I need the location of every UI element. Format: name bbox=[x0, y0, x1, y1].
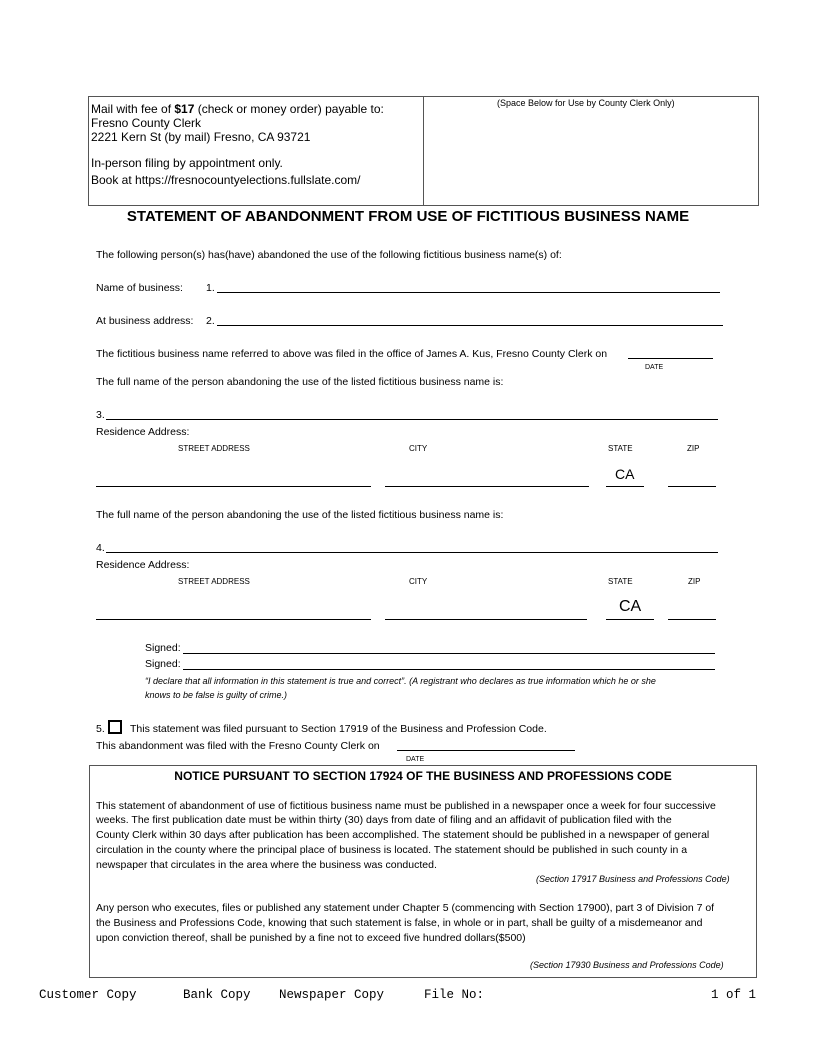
footer-newspaper-copy: Newspaper Copy bbox=[279, 988, 385, 1002]
notice-citation2: (Section 17930 Business and Professions Code) bbox=[530, 960, 724, 970]
person4-city-field[interactable] bbox=[385, 619, 587, 620]
person4-state-field[interactable] bbox=[606, 619, 654, 620]
notice-para2-line: Any person who executes, files or published any statement under Chapter 5 (commencing with Section 17900), part 3 of Division 7 of bbox=[96, 902, 715, 914]
section5-date-label: DATE bbox=[406, 756, 425, 763]
declaration-line1: “I declare that all information in this statement is true and correct”. (A registrant who declares as true information which he or she bbox=[145, 676, 656, 686]
business-name-label: Name of business: bbox=[96, 282, 183, 294]
business-name-field[interactable] bbox=[217, 292, 720, 293]
footer-bank-copy: Bank Copy bbox=[183, 988, 251, 1002]
signed2-label: Signed: bbox=[145, 658, 181, 670]
footer-file-no: File No: bbox=[424, 988, 485, 1002]
person4-zip-label: ZIP bbox=[688, 577, 701, 586]
person3-zip-label: ZIP bbox=[687, 444, 700, 453]
person4-zip-field[interactable] bbox=[668, 619, 716, 620]
person3-residence-label: Residence Address: bbox=[96, 426, 190, 438]
person4-state-label: STATE bbox=[608, 577, 633, 586]
filed-date-label: DATE bbox=[645, 364, 664, 371]
notice-para1-line: circulation in the county where the principal place of business is located. The statement should be published in such county in a bbox=[96, 844, 688, 856]
footer-customer-copy: Customer Copy bbox=[39, 988, 137, 1002]
section5-checkbox[interactable] bbox=[108, 720, 122, 734]
notice-para2-line: upon conviction thereof, shall be punished by a fine not to exceed five hundred dollars($500) bbox=[96, 932, 526, 944]
mail-suffix: (check or money order) payable to: bbox=[194, 102, 384, 116]
section5-number: 5. bbox=[96, 723, 105, 735]
clerk-address: 2221 Kern St (by mail) Fresno, CA 93721 bbox=[91, 130, 311, 144]
business-address-label: At business address: bbox=[96, 315, 194, 327]
person4-number: 4. bbox=[96, 542, 105, 554]
notice-para2-line: the Business and Professions Code, knowing that such statement is false, in whole or in part, shall be guilty of a misdemeanor and bbox=[96, 917, 703, 929]
person4-residence-label: Residence Address: bbox=[96, 559, 190, 571]
intro-text: The following person(s) has(have) abandoned the use of the following fictitious business name(s) of: bbox=[96, 249, 562, 261]
clerk-name: Fresno County Clerk bbox=[91, 116, 202, 130]
header-divider bbox=[423, 96, 424, 206]
person3-city-label: CITY bbox=[409, 444, 428, 453]
signature1-field[interactable] bbox=[183, 653, 715, 654]
person3-state-label: STATE bbox=[608, 444, 633, 453]
person4-name-field[interactable] bbox=[106, 552, 718, 553]
notice-citation1: (Section 17917 Business and Professions Code) bbox=[536, 874, 730, 884]
mail-prefix: Mail with fee of bbox=[91, 102, 175, 116]
person4-city-label: CITY bbox=[409, 577, 428, 586]
person3-number: 3. bbox=[96, 409, 105, 421]
person3-name-field[interactable] bbox=[106, 419, 718, 420]
person3-street-field[interactable] bbox=[96, 486, 371, 487]
clerk-use-label: (Space Below for Use by County Clerk Only) bbox=[497, 98, 675, 108]
notice-para1-line: County Clerk within 30 days after publication has been accomplished. The statement should be published in a newspaper of general bbox=[96, 829, 710, 841]
person4-street-label: STREET ADDRESS bbox=[178, 577, 250, 586]
signed1-label: Signed: bbox=[145, 642, 181, 654]
filed-text: The fictitious business name referred to above was filed in the office of James A. Kus, Fresno County Clerk on bbox=[96, 348, 608, 360]
footer-page-number: 1 of 1 bbox=[711, 988, 757, 1002]
person3-street-label: STREET ADDRESS bbox=[178, 444, 250, 453]
page-title: STATEMENT OF ABANDONMENT FROM USE OF FICTITIOUS BUSINESS NAME bbox=[126, 208, 690, 225]
person3-fullname-text: The full name of the person abandoning the use of the listed fictitious business name is: bbox=[96, 376, 504, 388]
notice-para1-line: This statement of abandonment of use of fictitious business name must be published in a newspaper once a week for four successive bbox=[96, 800, 716, 812]
section5-text: This statement was filed pursuant to Section 17919 of the Business and Profession Code. bbox=[130, 723, 547, 735]
person3-state-field[interactable] bbox=[606, 486, 644, 487]
filed-date-field[interactable] bbox=[628, 358, 713, 359]
business-name-number: 1. bbox=[206, 282, 215, 294]
signature2-field[interactable] bbox=[183, 669, 715, 670]
booking-link[interactable]: Book at https://fresnocountyelections.fullslate.com/ bbox=[91, 173, 361, 187]
business-address-number: 2. bbox=[206, 315, 215, 327]
person3-state-value: CA bbox=[615, 466, 635, 482]
person3-zip-field[interactable] bbox=[668, 486, 716, 487]
notice-para1-line: newspaper that circulates in the area where the business was conducted. bbox=[96, 859, 437, 871]
section5-date-field[interactable] bbox=[397, 750, 575, 751]
fee-amount: $17 bbox=[174, 102, 195, 116]
notice-para1-line: weeks. The first publication date must be within thirty (30) days from date of filing and an affidavit of publication filed with the bbox=[96, 814, 672, 826]
person4-fullname-text: The full name of the person abandoning the use of the listed fictitious business name is: bbox=[96, 509, 504, 521]
notice-box bbox=[89, 765, 757, 978]
mail-instructions bbox=[91, 102, 384, 116]
business-address-field[interactable] bbox=[217, 325, 723, 326]
person4-state-value: CA bbox=[619, 598, 642, 615]
in-person-note: In-person filing by appointment only. bbox=[91, 156, 283, 170]
declaration-line2: knows to be false is guilty of crime.) bbox=[145, 690, 288, 700]
person3-city-field[interactable] bbox=[385, 486, 589, 487]
person4-street-field[interactable] bbox=[96, 619, 371, 620]
section5-filed-text: This abandonment was filed with the Fresno County Clerk on bbox=[96, 740, 380, 752]
notice-heading: NOTICE PURSUANT TO SECTION 17924 OF THE BUSINESS AND PROFESSIONS CODE bbox=[174, 769, 672, 783]
